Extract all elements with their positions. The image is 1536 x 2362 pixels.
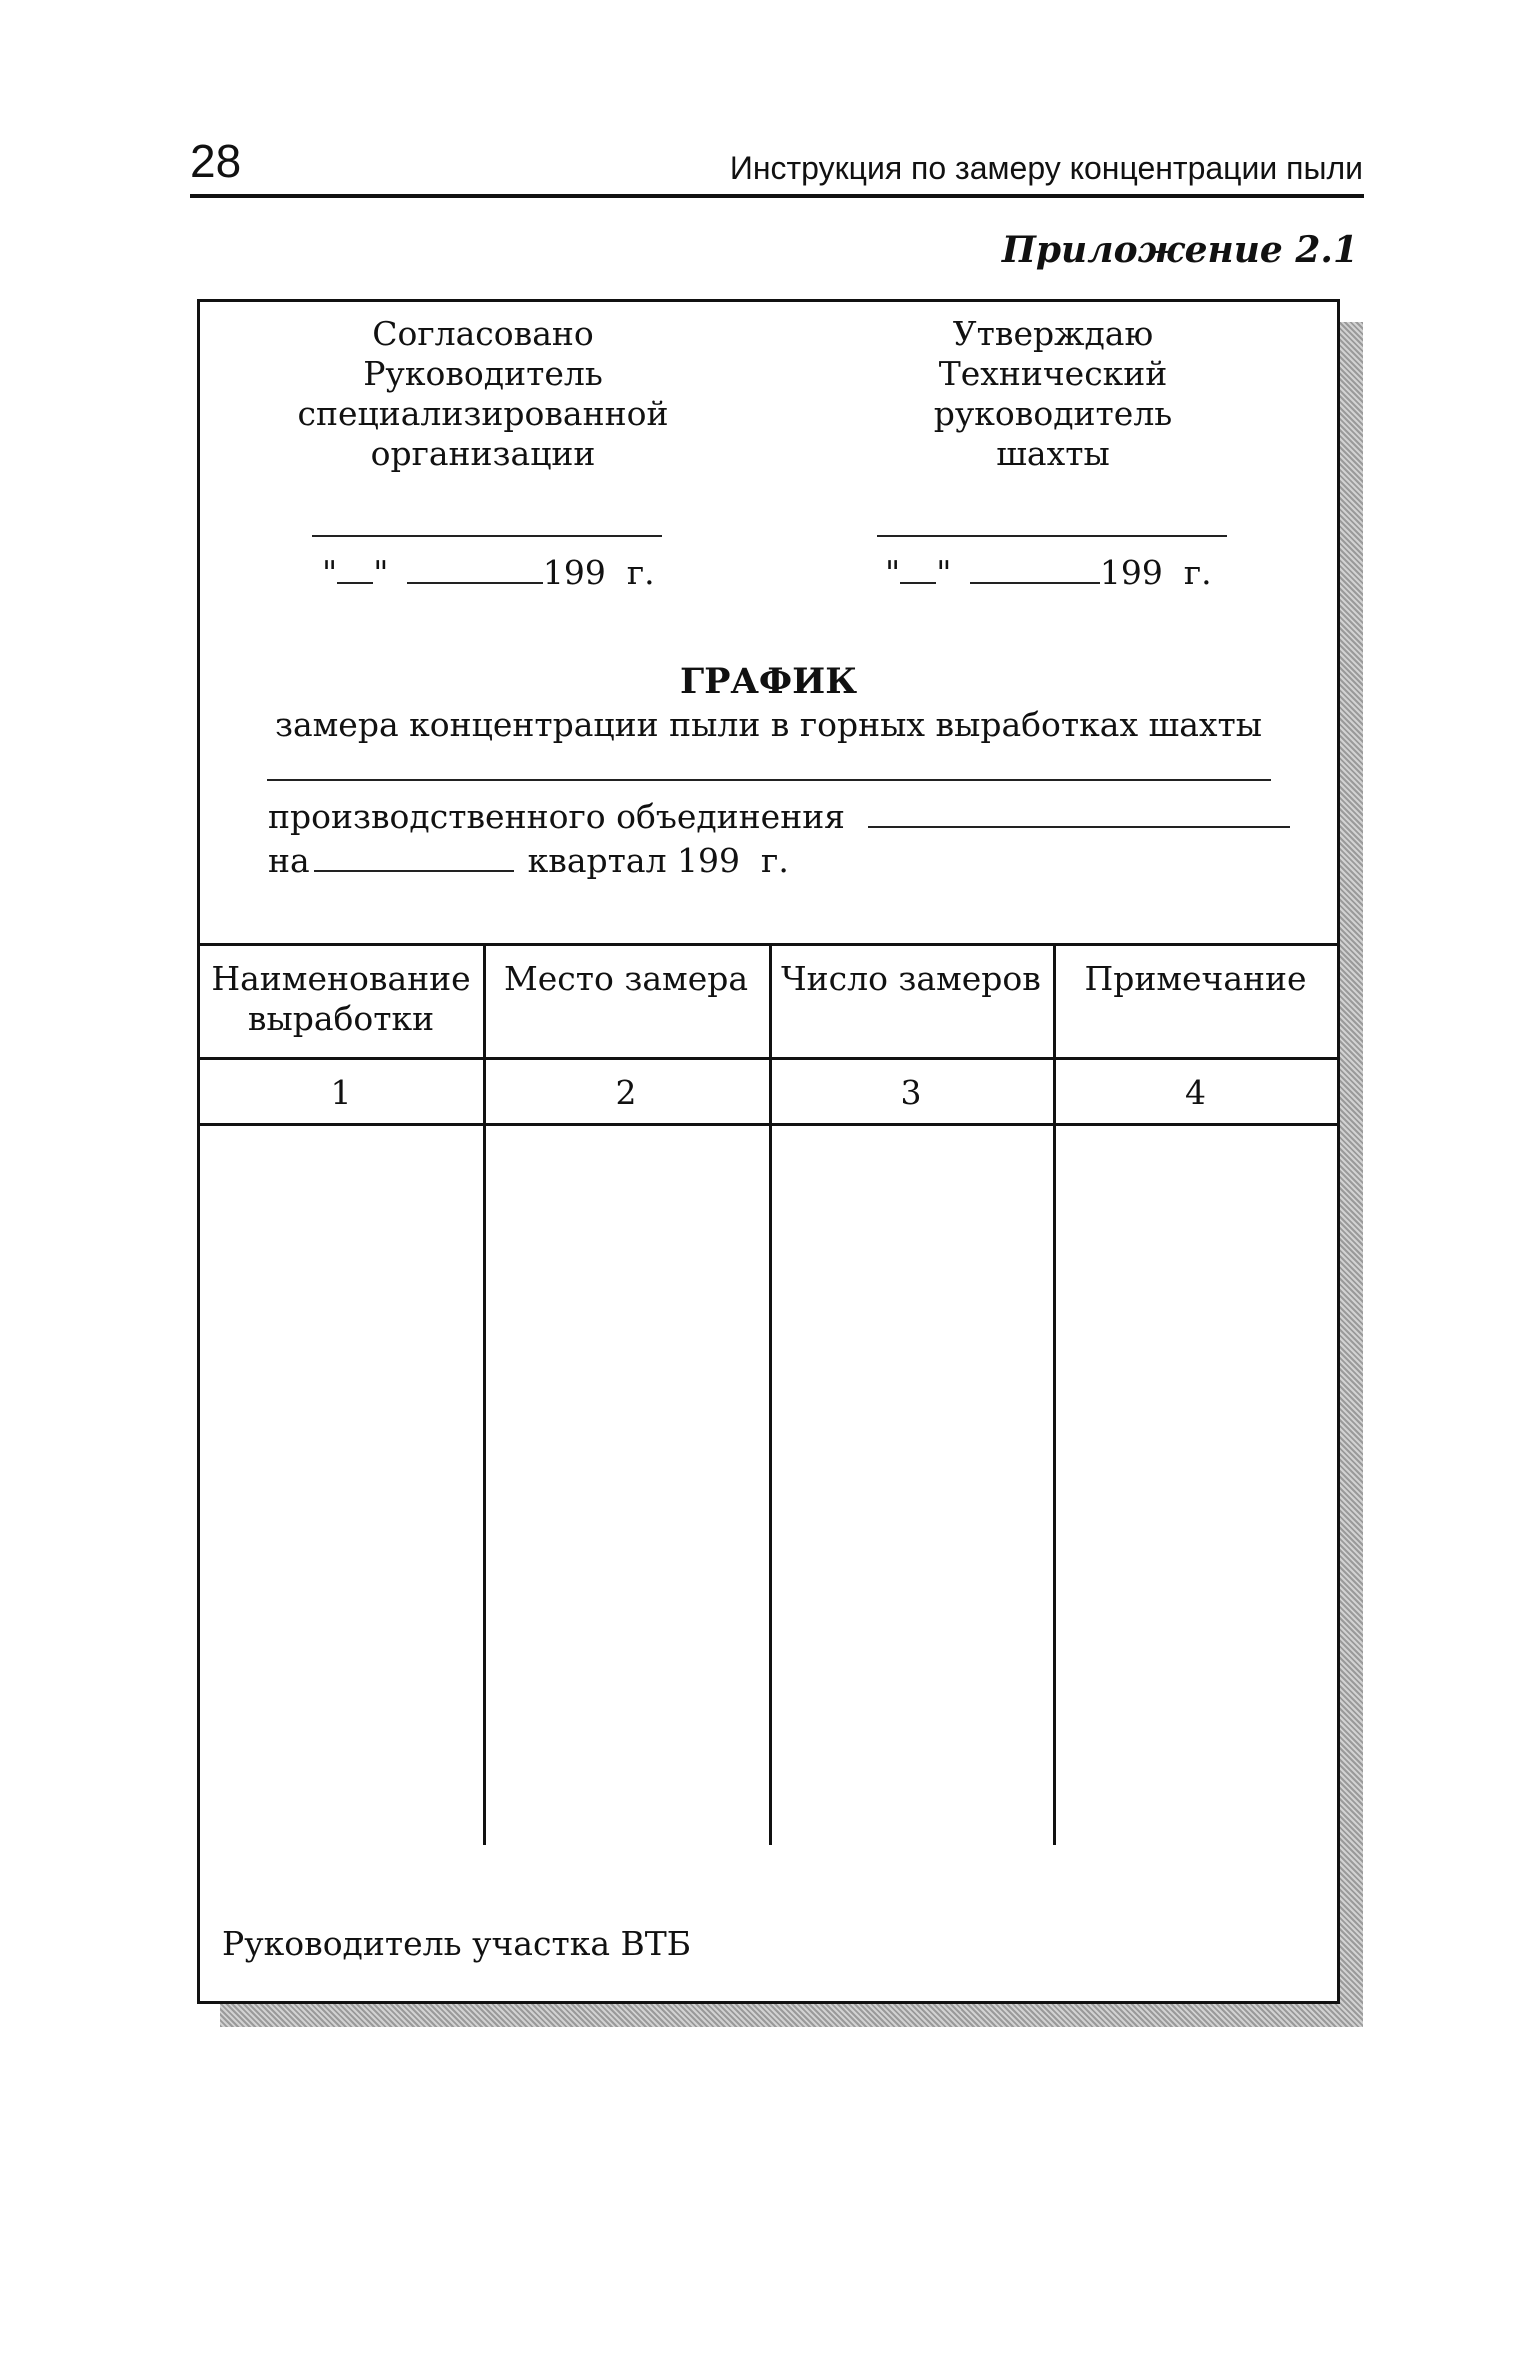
agreed-block [273,314,693,474]
table-header-cell [199,959,483,1039]
month-blank [970,558,1100,584]
column-number: 3 [900,1073,922,1112]
page-number: 28 [190,135,242,187]
year: 199 [1099,553,1163,592]
approved-line: руководитель [933,394,1173,433]
year: 199 [542,553,606,592]
schedule-subtitle: замера концентрации пыли в горных выработках шахты [274,705,1263,744]
association-blank [868,802,1290,828]
approved-line: шахты [996,434,1110,473]
schedule-table [199,943,1338,1845]
header-line: Число замеров [781,959,1041,998]
year-suffix: г. [626,553,655,592]
column-number: 1 [330,1073,352,1112]
approved-line: Технический [938,354,1168,393]
approved-line: Утверждаю [952,314,1154,353]
schedule-title: ГРАФИК [679,661,858,702]
header-line: Примечание [1084,959,1307,998]
quarter-suffix: г. [761,841,789,880]
agreed-line: Согласовано [372,314,594,353]
agreed-date-line [322,553,655,592]
quarter-blank [314,846,514,872]
month-blank [407,558,543,584]
table-header-cell [769,959,1053,999]
quarter-row [268,841,789,880]
approved-block [843,314,1263,474]
column-number: 2 [615,1073,637,1112]
association-row [268,797,1290,836]
approved-signature-line [877,535,1227,537]
day-blank [900,558,936,584]
date-open-quote: " [885,553,901,592]
header-rule [190,194,1364,198]
agreed-line: Руководитель [363,354,603,393]
quarter-label: квартал 199 [527,841,741,880]
appendix-label: Приложение 2.1 [1001,229,1358,271]
agreed-signature-line [312,535,662,537]
year-suffix: г. [1183,553,1212,592]
mine-name-line [267,779,1271,781]
day-blank [337,558,373,584]
approved-date-line [885,553,1212,592]
agreed-line: организации [370,434,596,473]
running-title: Инструкция по замеру концентрации пыли [729,150,1363,186]
header-line: Место замера [503,959,749,998]
date-close-quote: " [936,553,952,592]
agreed-line: специализированной [297,394,669,433]
table-header-cell [483,959,769,999]
column-number: 4 [1185,1073,1206,1112]
date-close-quote: " [373,553,389,592]
quarter-prefix: на [268,841,310,880]
header-line: выработки [247,999,435,1038]
association-label: производственного объединения [268,797,846,836]
date-open-quote: " [322,553,338,592]
signature-label: Руководитель участка ВТБ [222,1924,692,1963]
table-header-cell [1053,959,1338,999]
header-line: Наименование [211,959,471,998]
